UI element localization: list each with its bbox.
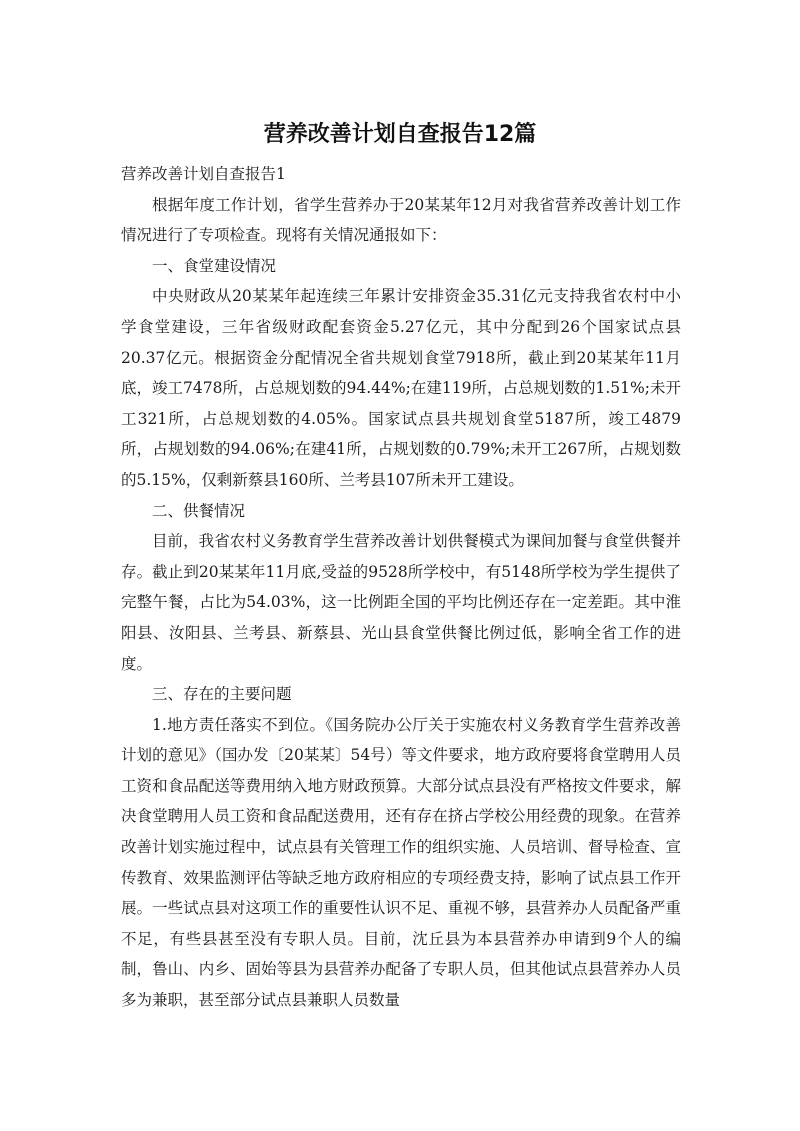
problems-paragraph: 1.地方责任落实不到位。《国务院办公厅关于实施农村义务教育学生营养改善计划的意见》（国办发〔20某某〕54号）等文件要求，地方政府要将食堂聘用人员工资和食品配送等费用纳入地方财政预算。大部分试点县没有严格按文件要求，解决食堂聘用人员工资和食品配送费用，还有存在挤占学校公用经费的现象。在营养改善计划实施过程中，试点县有关管理工作的组织实施、人员培训、督导检查、宣传教育、效果监测评估等缺乏地方政府相应的专项经费支持，影响了试点县工作开展。一些试点县对这项工作的重要性认识不足、重视不够，县营养办人员配备严重不足，有些县甚至没有专职人员。目前，沈丘县为本县营养办申请到9个人的编制，鲁山、内乡、固始等县为县营养办配备了专职人员，但其他试点县营养办人员多为兼职，甚至部分试点县兼职人员数量: [121, 715, 681, 1010]
intro-paragraph: 根据年度工作计划，省学生营养办于20某某年12月对我省营养改善计划工作情况进行了专项检查。现将有关情况通报如下：: [121, 195, 681, 245]
report-subtitle: 营养改善计划自查报告1: [121, 165, 286, 183]
document-body: [121, 159, 681, 1016]
section-heading-meals: 二、供餐情况: [152, 501, 246, 520]
meals-paragraph: 目前，我省农村义务教育学生营养改善计划供餐模式为课间加餐与食堂供餐并存。截止到20某某年11月底,受益的9528所学校中，有5148所学校为学生提供了完整午餐，占比为54.03%，这一比例距全国的平均比例还存在一定差距。其中淮阳县、汝阳县、兰考县、新蔡县、光山县食堂供餐比例过低，影响全省工作的进度。: [121, 532, 681, 673]
canteen-paragraph: 中央财政从20某某年起连续三年累计安排资金35.31亿元支持我省农村中小学食堂建设，三年省级财政配套资金5.27亿元，其中分配到26个国家试点县20.37亿元。根据资金分配情况全省共规划食堂7918所，截止到20某某年11月底，竣工7478所，占总规划数的94.44%;在建119所，占总规划数的1.51%;未开工321所，占总规划数的4.05%。国家试点县共规划食堂5187所，竣工4879所，占规划数的94.06%;在建41所，占规划数的0.79%;未开工267所，占规划数的5.15%，仅剩新蔡县160所、兰考县107所未开工建设。: [121, 287, 681, 489]
section-heading-canteen: 一、食堂建设情况: [152, 256, 277, 275]
document-title: 营养改善计划自查报告12篇: [263, 122, 537, 147]
section-heading-problems: 三、存在的主要问题: [152, 685, 292, 704]
